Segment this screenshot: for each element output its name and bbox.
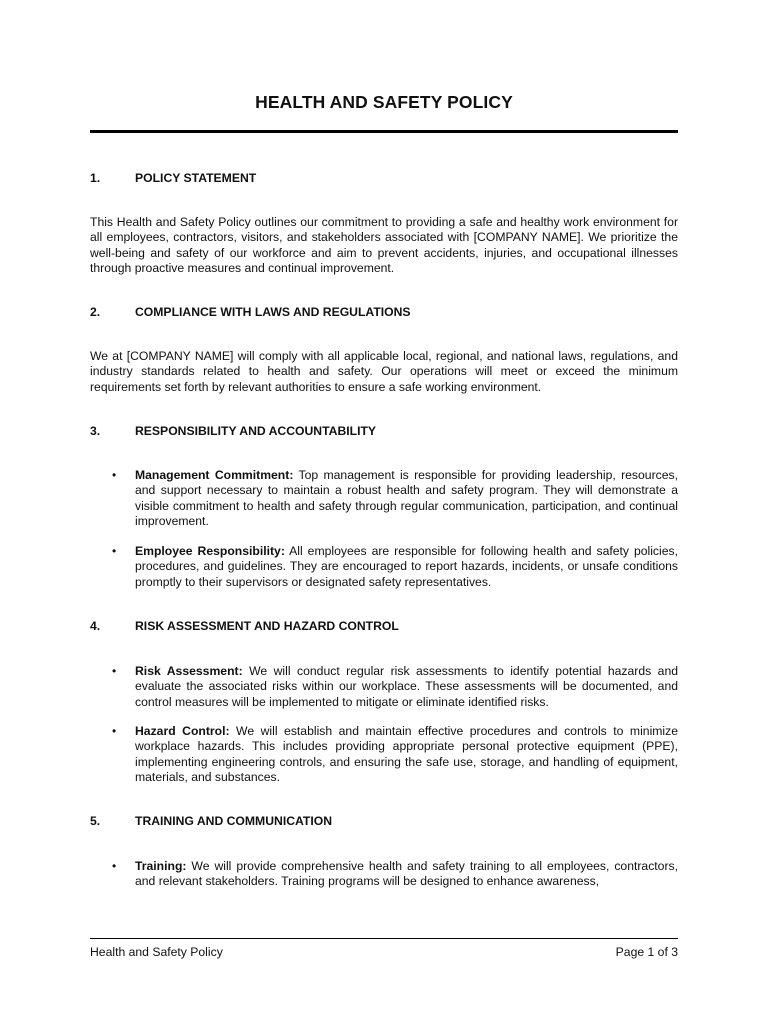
footer-document-name: Health and Safety Policy	[90, 945, 223, 959]
section-title: COMPLIANCE WITH LAWS AND REGULATIONS	[135, 305, 411, 319]
section-number: 4.	[90, 619, 101, 633]
section-number: 2.	[90, 305, 101, 319]
bullet-icon: •	[112, 664, 117, 678]
section-title: TRAINING AND COMMUNICATION	[135, 814, 333, 828]
section-number: 1.	[90, 171, 101, 185]
bullet-icon: •	[112, 544, 117, 558]
bullet-lead: Risk Assessment:	[135, 664, 243, 678]
bullet-icon: •	[112, 859, 117, 873]
section-number: 5.	[90, 814, 101, 828]
footer-divider	[90, 938, 678, 939]
bullet-icon: •	[112, 468, 117, 482]
section-heading-compliance	[90, 305, 411, 319]
document-title: HEALTH AND SAFETY POLICY	[255, 92, 513, 112]
policy-statement-paragraph: This Health and Safety Policy outlines our commitment to providing a safe and healthy work environment for all employees, contractors, visitors, and stakeholders associated with [COMPANY NAME]. We prioritize the well-being and safety of our workforce and aim to prevent accidents, injuries, and occupational illnesses through proactive measures and continual improvement.	[90, 215, 678, 276]
section-heading-responsibility	[90, 424, 376, 438]
bullet-icon: •	[112, 724, 117, 738]
list-item-risk-assessment	[112, 664, 679, 710]
list-item-employee-responsibility	[112, 544, 678, 590]
list-item-management-commitment	[112, 468, 678, 530]
section-heading-policy-statement	[90, 171, 256, 185]
compliance-paragraph: We at [COMPANY NAME] will comply with all applicable local, regional, and national laws, regulations, and industry standards related to health and safety. Our operations will meet or exceed the minimum requirements set forth by relevant authorities to ensure a safe working environment.	[90, 349, 678, 394]
bullet-text: Top management is responsible for providing leadership, resources, and support necessary to maintain a robust health and safety program. They will demonstrate a visible commitment to health and safety through regular communication, participation, and continual improvement.	[135, 468, 678, 529]
title-divider	[90, 130, 678, 133]
bullet-text: We will conduct regular risk assessments to identify potential hazards and evaluate the associated risks within our workplace. These assessments will be documented, and control measures will be implemented to mitigate or eliminate identified risks.	[135, 664, 679, 709]
footer-page-number: Page 1 of 3	[615, 945, 678, 959]
bullet-lead: Hazard Control:	[135, 724, 230, 738]
bullet-text: All employees are responsible for following health and safety policies, procedures, and guidelines. They are encouraged to report hazards, incidents, or unsafe conditions promptly to their supervisors or designated safety representatives.	[135, 544, 678, 589]
bullet-lead: Employee Responsibility:	[135, 544, 285, 558]
section-title: RESPONSIBILITY AND ACCOUNTABILITY	[135, 424, 377, 438]
section-number: 3.	[90, 424, 101, 438]
section-title: RISK ASSESSMENT AND HAZARD CONTROL	[135, 619, 399, 633]
bullet-text: We will establish and maintain effective procedures and controls to minimize workplace hazards. This includes providing appropriate personal protective equipment (PPE), implementing engineering controls, and ensuring the safe use, storage, and handling of equipment, materials, and substances.	[135, 724, 679, 785]
list-item-training	[112, 859, 678, 890]
section-title: POLICY STATEMENT	[135, 171, 257, 185]
section-heading-risk-assessment	[90, 619, 399, 633]
bullet-text: We will provide comprehensive health and safety training to all employees, contractors, and relevant stakeholders. Training programs will be designed to enhance awareness,	[135, 859, 678, 889]
section-heading-training	[90, 814, 332, 828]
bullet-lead: Management Commitment:	[135, 468, 294, 482]
bullet-lead: Training:	[135, 859, 187, 873]
list-item-hazard-control	[112, 724, 679, 786]
